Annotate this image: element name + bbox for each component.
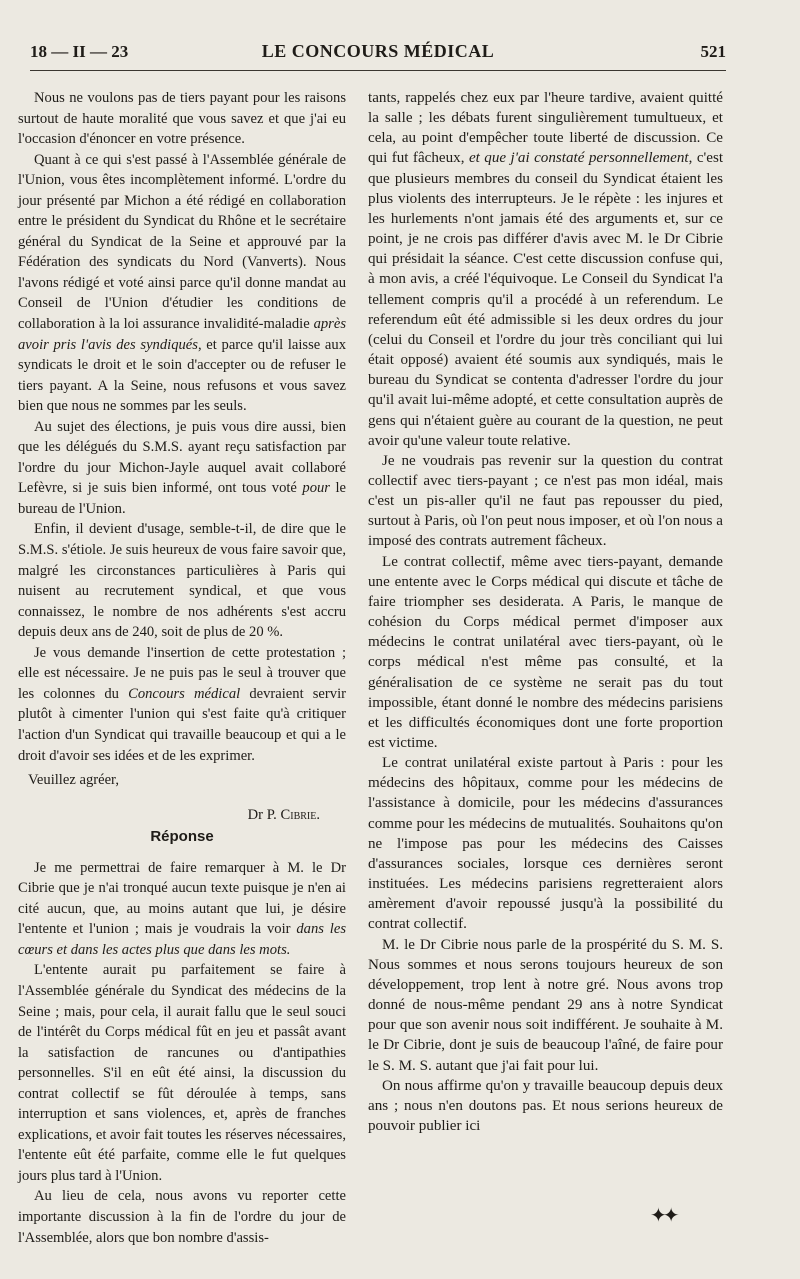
paragraph: Enfin, il devient d'usage, semble-t-il, de dire que le S.M.S. s'étiole. Je suis heureux de vous faire savoir que, malgré les circonstances particulières à Paris qui nuisent au recrutement syndical, et que vous connaissez, le nombre de nos adhérents s'est accru depuis deux ans de 240, soit de plus de 20 %.	[18, 521, 346, 641]
paragraph: Au lieu de cela, nous avons vu reporter cette importante discussion à la fin de l'ordre du jour de l'Assemblée, alors que bon nombre d'assis-	[18, 1188, 346, 1246]
page-number: 521	[700, 42, 726, 61]
paragraph: tants, rappelés chez eux par l'heure tardive, avaient quitté la salle ; les débats furent singulièrement tumultueux, et cela, au point d'empêcher toute liberté de discussion. Ce qui fut fâcheux, et que j'ai constaté personnellement, c'est que plusieurs membres du conseil du Syndicat étaient les plus violents des interrupteurs. Je le répète : les injures et les hurlements n'ont jamais été des arguments et, sur ce point, je ne crois pas différer d'avis avec M. le Dr Cibrie qui présidait la séance. C'est cette discussion confuse qui, à mon avis, a créé l'équivoque. Le Conseil du Syndicat l'a tellement compris qu'il a procédé à un referendum. Le referendum eût été admissible si les deux ordres du jour (celui du Conseil et l'ordre du jour très conciliant qui lui était opposé) avaient été soumis aux syndiqués, mais le bureau du Syndicat se contenta d'adresser l'ordre du jour qu'il avait lui-même adopté, et cette consultation auprès de gens qui n'étaient guère au courant de la question, ne peut avoir qu'une valeur toute relative.	[368, 90, 724, 449]
left-column	[18, 88, 346, 1248]
paragraph: On nous affirme qu'on y travaille beaucoup depuis deux ans ; nous n'en doutons pas. Et nous serions heureux de pouvoir publier ici	[368, 1077, 723, 1134]
letter-closing: Veuillez agréer,	[28, 772, 119, 789]
ornament-icon: ✦✦	[650, 1205, 676, 1227]
page-header	[30, 40, 726, 71]
right-column	[368, 88, 723, 1136]
paragraph: Je me permettrai de faire remarquer à M. le Dr Cibrie que je n'ai tronqué aucun texte puisque je n'en ai cité aucun, que, au moins autant que lui, je désire l'entente et l'union ; mais je voudrais la voir dans les cœurs et dans les actes plus que dans les mots.	[18, 859, 347, 958]
paragraph: Quant à ce qui s'est passé à l'Assemblée générale de l'Union, vous êtes incomplètement informé. L'ordre du jour présenté par Michon a été rédigé en collaboration entre le président du Syndicat du Rhône et le secrétaire général du Syndicat de la Seine et approuvé par la Fédération des syndicats du Nord (Vanverts). Nous l'avons rédigé et voté ainsi parce qu'il donne mandat au Conseil de l'Union d'étudier les conditions de collaboration à la loi assurance invalidité-maladie après avoir pris l'avis des syndiqués, et parce qu'il laisse aux syndicats le droit et le soin d'accepter ou de refuser le tiers payant. A la Seine, nous refusons et vous savez bien que nous ne sommes par les seuls.	[18, 151, 346, 415]
paragraph: M. le Dr Cibrie nous parle de la prospérité du S. M. S. Nous sommes et nous serons toujours heureux de son développement, trop lent à notre gré. Nous avons trop donné de nous-même pendant 29 ans à notre Syndicat pour que son avenir nous soit indifférent. Je souhaite à M. le Dr Cibrie, dont je suis de beaucoup l'aîné, de faire pour le S. M. S. autant que j'ai fait pour lui.	[368, 936, 723, 1074]
paragraph: L'entente aurait pu parfaitement se faire à l'Assemblée générale du Syndicat des médecins de la Seine ; mais, pour cela, il aurait fallu que le seul souci de l'intérêt du Corps médical fût en jeu et passât avant la satisfaction de rancunes ou d'antipathies personnelles. S'il en eût été ainsi, la discussion du contrat collectif se fût déroulée à temps, sans interruption et sans violences, et, après de franches explications, et avoir fait toutes les réserves nécessaires, l'entente eût été parfaite, comme elle le fut quelques jours plus tard à l'Union.	[18, 962, 346, 1184]
paragraph: Le contrat unilatéral existe partout à Paris : pour les médecins des hôpitaux, comme pour les médecins de l'assistance à domicile, pour les médecins d'assurances comme pour les médecins de mutualités. Souhaitons qu'on ne l'impose pas pour les médecins des Caisses d'assurances sociales, lorsque ces dernières seront instituées. Les médecins parisiens regretteraient alors amèrement d'avoir repoussé jusqu'à la possibilité du contrat collectif.	[368, 755, 723, 933]
paragraph: Le contrat collectif, même avec tiers-payant, demande une entente avec le Corps médical qui discute et tâche de faire triompher ses desiderata. A Paris, le manque de cohésion du Corps médical permet d'imposer aux médecins le contrat unilatéral avec tiers-payant, où le corps médical n'est même pas consulté, et la généralisation de ce système ne serait pas du tout impossible, étant donné le nombre des médecins parisiens et les difficultés économiques dont une forte proportion est victime.	[368, 553, 723, 751]
signature: Dr P. Cibrie.	[247, 806, 320, 823]
paragraph: Je vous demande l'insertion de cette protestation ; elle est nécessaire. Je ne puis pas le seul à trouver que les colonnes du Concours médical devraient servir plutôt à cimenter l'union qui s'est faite qu'à critiquer l'action d'un Syndicat qui travaille beaucoup et qui a le droit d'avoir ses idées et de les exprimer.	[18, 644, 346, 764]
paragraph: Je ne voudrais pas revenir sur la question du contrat collectif avec tiers-payant ; ce n'est pas mon idéal, mais c'est un pis-aller qu'il ne faut pas repousser du pied, surtout à Paris, où l'on peut nous imposer, et où l'on nous a imposé des contrats autrement fâcheux.	[368, 452, 723, 550]
issue-date: 18 — II — 23	[30, 42, 129, 61]
journal-title: LE CONCOURS MÉDICAL	[261, 41, 495, 61]
paragraph: Au sujet des élections, je puis vous dire aussi, bien que les délégués du S.M.S. ayant reçu satisfaction par l'ordre du jour Michon-Jayle auquel avait collaboré Lefèvre, si je suis bien informé, ont tous voté pour le bureau de l'Union.	[18, 418, 346, 517]
paragraph: Nous ne voulons pas de tiers payant pour les raisons surtout de haute moralité que vous savez et que j'ai eu l'occasion d'énoncer en votre présence.	[18, 90, 346, 148]
response-heading: Réponse	[150, 828, 214, 846]
